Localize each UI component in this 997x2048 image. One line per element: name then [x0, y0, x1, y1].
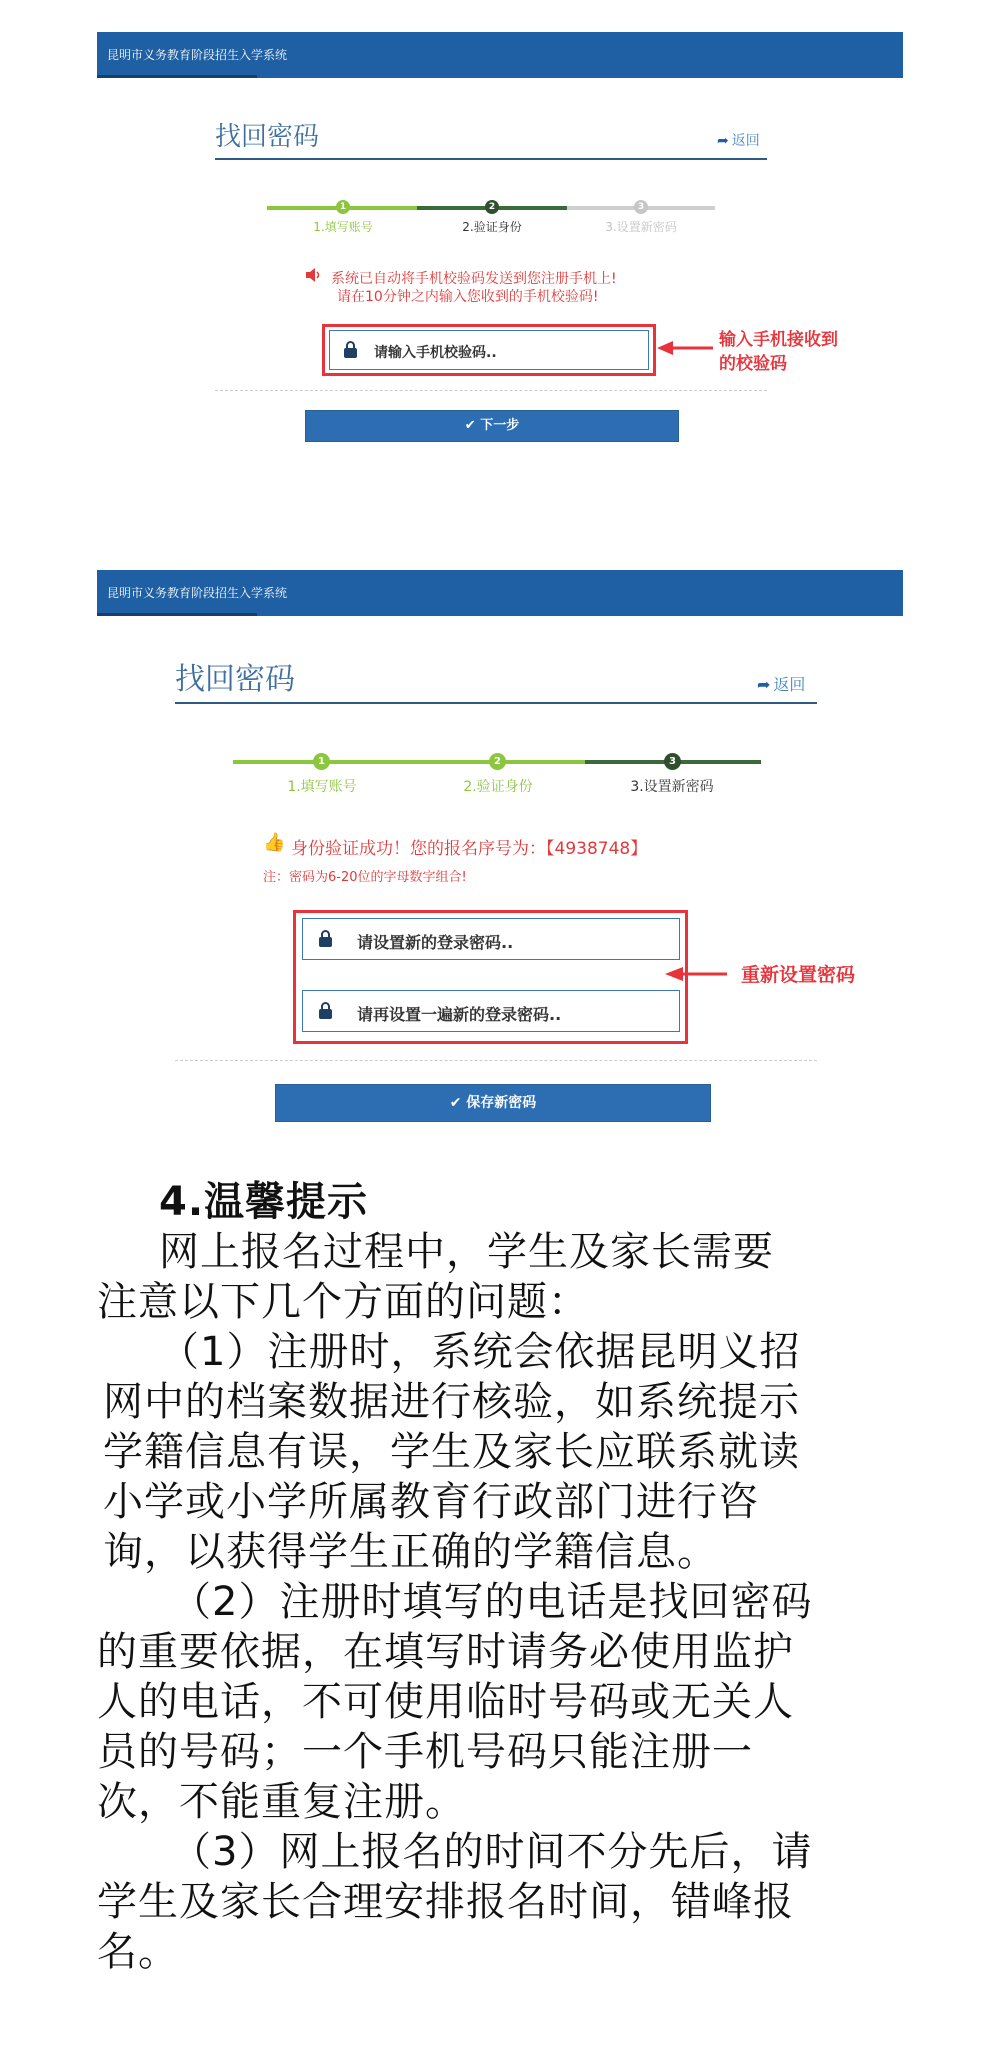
tips-line: 名。: [97, 1929, 179, 1975]
step-node-1: 1: [313, 753, 330, 770]
share-arrow-icon: ➦: [757, 675, 771, 694]
confirm-password-input[interactable]: [302, 990, 680, 1032]
new-password-placeholder: 请设置新的登录密码..: [357, 933, 514, 952]
header-bar: [97, 570, 903, 616]
password-rule-note: 注：密码为6-20位的字母数字组合!: [263, 870, 467, 885]
annotation-line-2: 的校验码: [719, 354, 787, 374]
step-node-2: 2: [489, 753, 506, 770]
tips-heading: 4.温馨提示: [159, 1179, 369, 1225]
tips-line: 员的号码；一个手机号码只能注册一: [97, 1729, 753, 1775]
save-password-button[interactable]: ✔ 保存新密码: [275, 1084, 711, 1122]
header-bar: [97, 32, 903, 78]
step-node-3: 3: [634, 200, 648, 214]
divider: [175, 1060, 817, 1061]
warm-tips-section: [97, 1180, 917, 2040]
back-link[interactable]: [757, 672, 805, 695]
thumbs-up-icon: 👍: [263, 832, 286, 853]
back-label: 返回: [731, 133, 760, 149]
back-label: 返回: [773, 675, 806, 694]
tips-line: 学生及家长合理安排报名时间，错峰报: [97, 1879, 794, 1925]
annotation-arrow: [665, 966, 727, 982]
tips-line: 人的电话，不可使用临时号码或无关人: [97, 1679, 794, 1725]
divider: [215, 390, 767, 391]
system-title: 昆明市义务教育阶段招生入学系统: [107, 586, 288, 600]
verification-code-input[interactable]: [329, 330, 649, 370]
tips-line: 次，不能重复注册。: [97, 1779, 466, 1825]
title-underline: [175, 702, 817, 704]
step-label-2: 2.验证身份: [463, 779, 533, 795]
tips-line: 小学或小学所属教育行政部门进行咨: [103, 1479, 759, 1525]
step-node-1: 1: [336, 200, 350, 214]
next-step-button[interactable]: ✔ 下一步: [305, 410, 679, 442]
sms-sent-message: 系统已自动将手机校验码发送到您注册手机上!: [331, 271, 617, 287]
tips-line: 注意以下几个方面的问题：: [97, 1279, 589, 1325]
step-label-1: 1.填写账号: [287, 779, 357, 795]
step-label-3: 3.设置新密码: [605, 220, 677, 234]
back-link[interactable]: [717, 130, 760, 150]
page-title: 找回密码: [175, 662, 295, 697]
new-password-input[interactable]: [302, 918, 680, 960]
annotation-code: [719, 328, 838, 376]
tips-line: 网上报名过程中，学生及家长需要: [159, 1229, 774, 1275]
annotation-arrow: [657, 340, 713, 356]
lock-icon: [344, 348, 357, 358]
tips-line: 学籍信息有误，学生及家长应联系就读: [103, 1429, 800, 1475]
tips-line: 网中的档案数据进行核验，如系统提示: [103, 1379, 800, 1425]
lock-icon: [319, 1009, 332, 1019]
step-node-3: 3: [664, 753, 681, 770]
tips-line: （1）注册时，系统会依据昆明义招: [159, 1329, 801, 1375]
tips-line: （3）网上报名的时间不分先后，请: [171, 1829, 813, 1875]
header-accent: [97, 75, 257, 78]
share-arrow-icon: ➦: [717, 133, 729, 149]
confirm-password-placeholder: 请再设置一遍新的登录密码..: [357, 1005, 562, 1024]
step-label-1: 1.填写账号: [313, 220, 373, 234]
annotation-line-1: 输入手机接收到: [719, 330, 838, 350]
step-label-2: 2.验证身份: [462, 220, 522, 234]
screenshot-verify-identity: [97, 32, 903, 484]
header-accent: [97, 613, 257, 616]
tips-line: 的重要依据，在填写时请务必使用监护: [97, 1629, 794, 1675]
speaker-icon: [305, 268, 323, 282]
code-input-placeholder: 请输入手机校验码..: [374, 345, 497, 361]
step-node-2: 2: [485, 200, 499, 214]
page-title: 找回密码: [215, 122, 320, 152]
system-title: 昆明市义务教育阶段招生入学系统: [107, 48, 288, 62]
lock-icon: [319, 937, 332, 947]
screenshot-set-new-password: [97, 570, 903, 1180]
annotation-reset-password: 重新设置密码: [741, 964, 856, 986]
verify-success-message: 身份验证成功！您的报名序号为：【4938748】: [291, 839, 648, 859]
sms-time-message: 请在10分钟之内输入您收到的手机校验码!: [337, 289, 599, 305]
title-underline: [215, 158, 767, 160]
tips-line: 询，以获得学生正确的学籍信息。: [103, 1529, 718, 1575]
tips-line: （2）注册时填写的电话是找回密码: [171, 1579, 813, 1625]
step-label-3: 3.设置新密码: [630, 779, 714, 795]
